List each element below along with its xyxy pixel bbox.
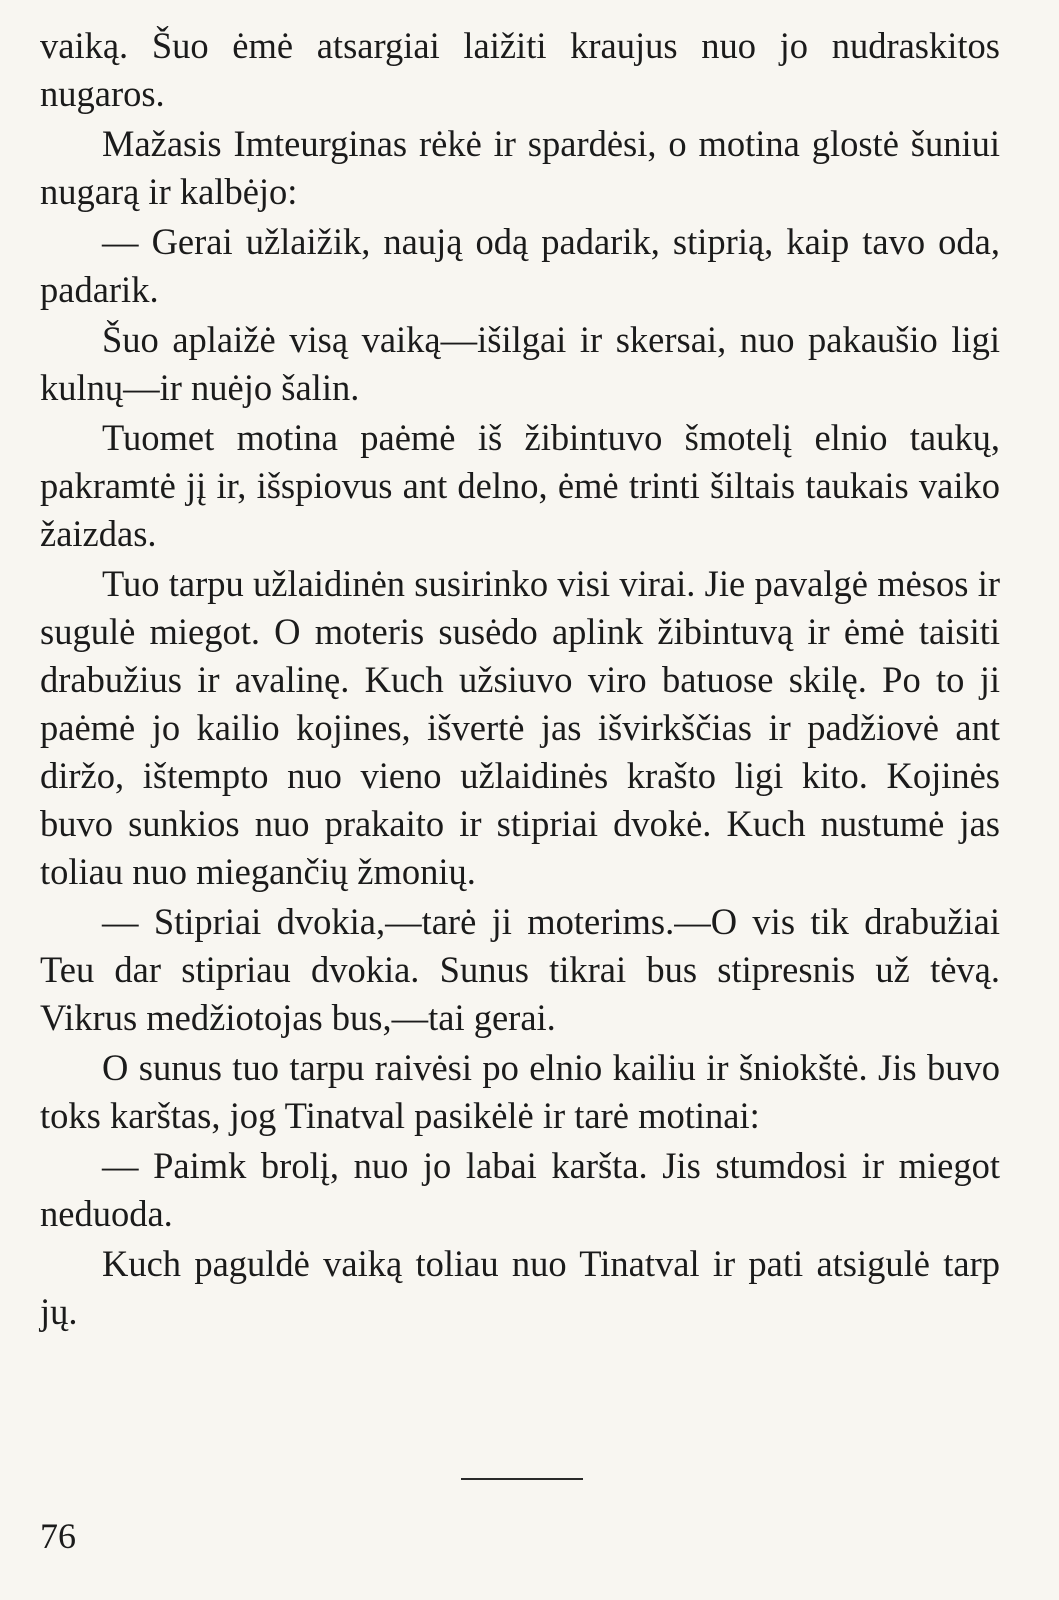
paragraph-7: — Stipriai dvokia,—tarė ji moterims.—O vis tik drabužiai Teu dar stipriau dvokia. Sunus tikrai bus stipresnis už tėvą. Vikrus medžiotojas bus,—tai gerai.	[40, 901, 1000, 1038]
paragraph-5: Tuomet motina paėmė iš žibintuvo šmotelį elnio taukų, pakramtė jį ir, išspiovus ant delno, ėmė trinti šiltais taukais vaiko žaizdas.	[40, 417, 1000, 554]
section-divider	[461, 1478, 583, 1480]
paragraph-1: vaiką. Šuo ėmė atsargiai laižiti kraujus nuo jo nudraskitos nugaros.	[40, 25, 1000, 114]
page-body	[40, 22, 1000, 1338]
page-number: 76	[40, 1516, 76, 1556]
paragraph-9: — Paimk brolį, nuo jo labai karšta. Jis stumdosi ir miegot neduoda.	[40, 1145, 1000, 1234]
paragraph-6: Tuo tarpu užlaidinėn susirinko visi virai. Jie pavalgė mėsos ir sugulė miegot. O moteris susėdo aplink žibintuvą ir ėmė taisiti drabužius ir avalinę. Kuch užsiuvo viro batuose skilę. Po to ji paėmė jo kailio kojines, išvertė jas išvirkščias ir padžiovė ant diržo, ištempto nuo vieno užlaidinės krašto ligi kito. Kojinės buvo sunkios nuo prakaito ir stipriai dvokė. Kuch nustumė jas toliau nuo miegančių žmonių.	[40, 563, 1000, 892]
paragraph-2: Mažasis Imteurginas rėkė ir spardėsi, o motina glostė šuniui nugarą ir kalbėjo:	[40, 123, 1000, 212]
paragraph-8: O sunus tuo tarpu raivėsi po elnio kailiu ir šniokštė. Jis buvo toks karštas, jog Tinatval pasikėlė ir tarė motinai:	[40, 1047, 1000, 1136]
paragraph-3: — Gerai užlaižik, naują odą padarik, stiprią, kaip tavo oda, padarik.	[40, 221, 1000, 310]
paragraph-10: Kuch paguldė vaiką toliau nuo Tinatval ir pati atsigulė tarp jų.	[40, 1243, 1000, 1332]
paragraph-4: Šuo aplaižė visą vaiką—išilgai ir skersai, nuo pakaušio ligi kulnų—ir nuėjo šalin.	[40, 319, 1000, 408]
